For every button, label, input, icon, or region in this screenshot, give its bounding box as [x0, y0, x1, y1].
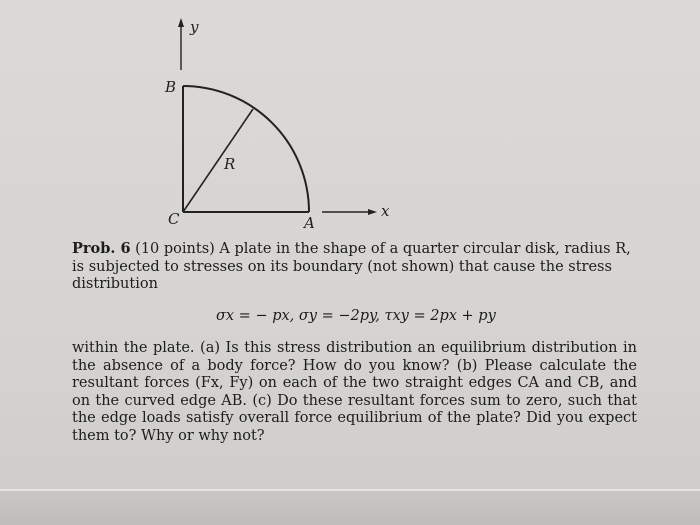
problem-statement: [72, 240, 637, 294]
x-axis-label: x: [381, 202, 390, 220]
problem-body: within the plate. (a) Is this stress distribution an equilibrium distribution in the absence of a body force? How do you know? (b) Please calculate the resultant forces (Fx, Fy) on each of the two straight edges CA and CB, and on the curved edge AB. (c) Do these resultant forces sum to zero, such that the edge loads satisfy overall force equilibrium of the plate? Did you expect them to? Why or why not?: [72, 340, 637, 444]
point-c-label: C: [168, 210, 180, 228]
radius-line: [183, 109, 253, 212]
y-axis-arrowhead: [178, 18, 184, 27]
problem-intro: A plate in the shape of a quarter circular disk, radius R, is subjected to stresses on its boundary (not shown) that cause the stress distribution: [72, 241, 631, 292]
x-axis-arrowhead: [368, 209, 377, 215]
stress-equation: σx = − px, σy = −2py, τxy = 2px + py: [216, 308, 496, 324]
quarter-disk-figure: [0, 0, 700, 240]
point-a-label: A: [304, 214, 315, 232]
radius-label: R: [224, 155, 236, 173]
curved-edge-ab: [183, 86, 309, 212]
point-b-label: B: [165, 78, 177, 96]
page-bottom-edge: [0, 489, 700, 525]
y-axis-label: y: [190, 18, 199, 36]
problem-heading: Prob. 6: [72, 240, 131, 257]
problem-points: (10 points): [135, 241, 215, 257]
